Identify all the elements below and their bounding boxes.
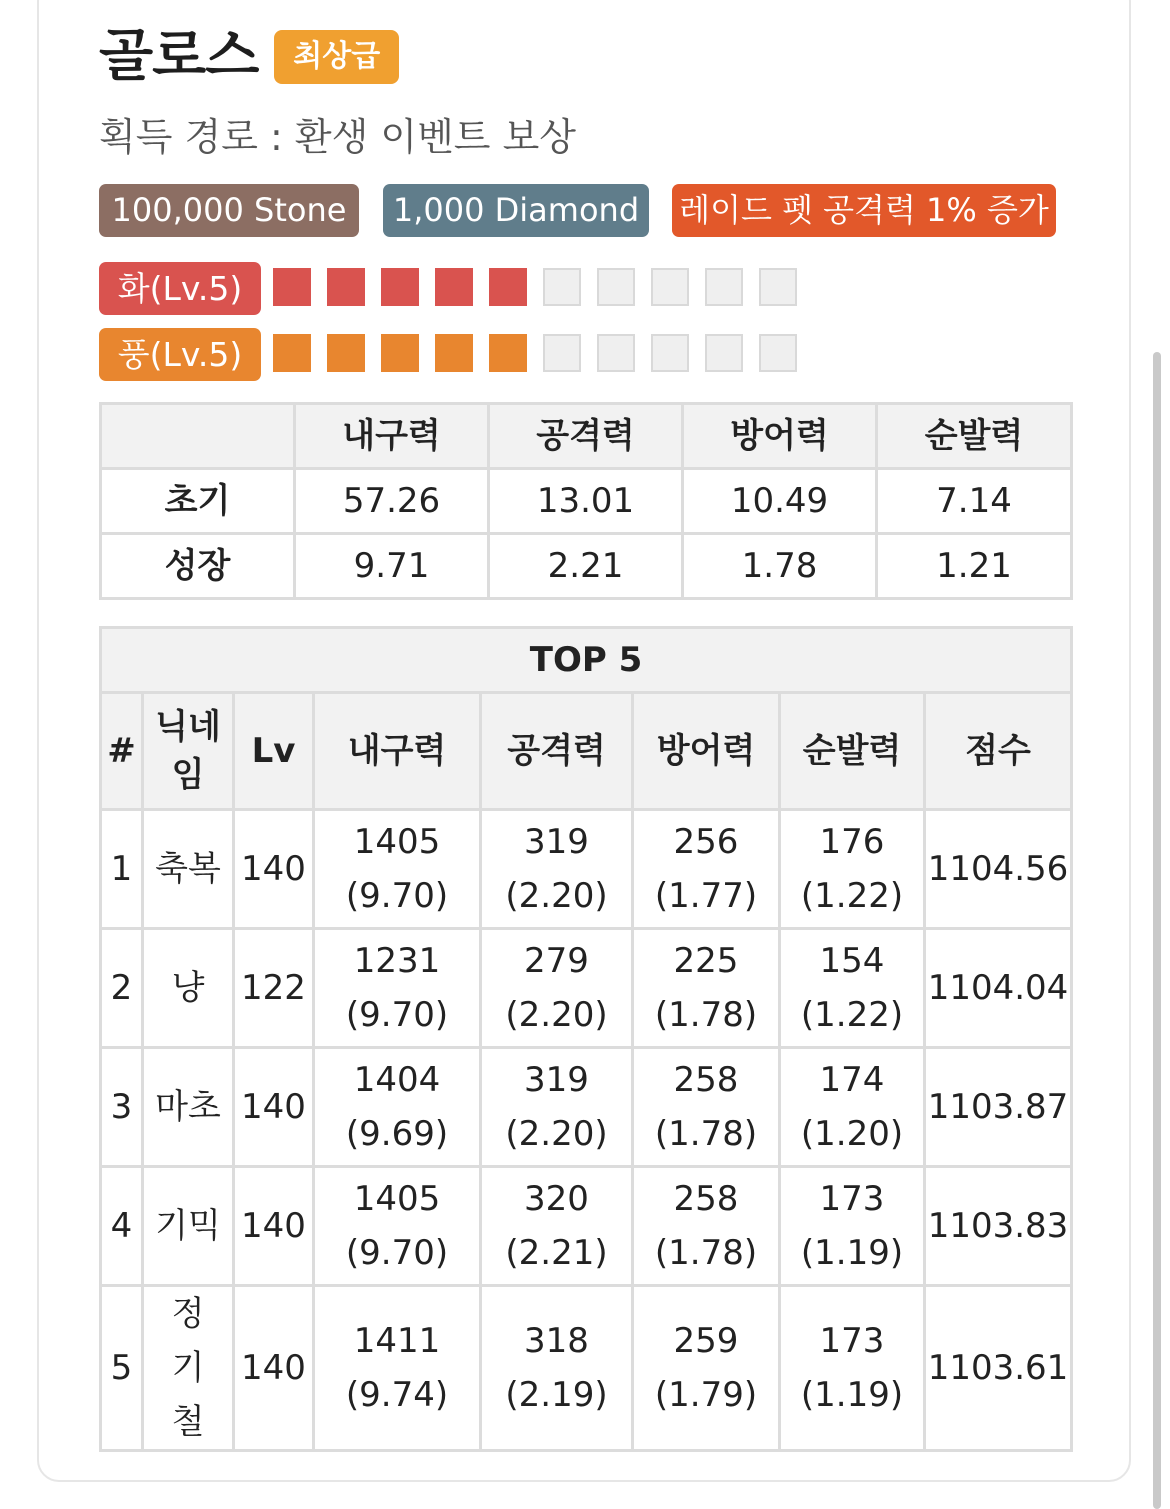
top5-score: 1104.04	[925, 929, 1072, 1048]
top5-durability-value: 1404	[353, 1060, 441, 1100]
top5-nickname: 냥	[143, 929, 234, 1048]
top5-durability	[314, 810, 481, 929]
top5-defense-growth: (1.78)	[654, 1233, 758, 1273]
top5-durability-value: 1411	[353, 1321, 441, 1361]
scrollbar[interactable]	[1153, 352, 1161, 1509]
top5-agility-value: 173	[819, 1179, 885, 1219]
level-square-empty	[705, 334, 743, 372]
stats-row-label: 성장	[101, 534, 295, 599]
top5-header-defense: 방어력	[633, 693, 780, 810]
top5-level: 140	[234, 810, 314, 929]
top5-rank: 4	[101, 1167, 143, 1286]
top5-score: 1103.61	[925, 1286, 1072, 1451]
top5-durability	[314, 1048, 481, 1167]
top5-durability-value: 1405	[353, 1179, 441, 1219]
level-square-empty	[597, 334, 635, 372]
top5-attack	[481, 1286, 633, 1451]
stats-header-agility: 순발력	[877, 404, 1072, 469]
level-square-filled	[435, 334, 473, 372]
top5-attack-growth: (2.19)	[505, 1375, 608, 1415]
stats-header-defense: 방어력	[683, 404, 877, 469]
top5-defense-value: 259	[673, 1321, 739, 1361]
top5-agility-growth: (1.20)	[800, 1114, 904, 1154]
top5-agility-growth: (1.19)	[800, 1375, 904, 1415]
top5-header-rank: #	[101, 693, 143, 810]
top5-level: 122	[234, 929, 314, 1048]
level-square-filled	[435, 268, 473, 306]
top5-header-agility: 순발력	[780, 693, 925, 810]
stats-cell: 1.78	[683, 534, 877, 599]
level-square-empty	[705, 268, 743, 306]
top5-rank: 5	[101, 1286, 143, 1451]
level-square-filled	[489, 334, 527, 372]
top5-attack	[481, 1167, 633, 1286]
top5-defense-value: 225	[673, 941, 739, 981]
acquisition-source: 획득 경로 : 환생 이벤트 보상	[99, 115, 576, 159]
top5-rank: 2	[101, 929, 143, 1048]
top5-level: 140	[234, 1286, 314, 1451]
top5-agility	[780, 810, 925, 929]
top5-durability	[314, 1167, 481, 1286]
level-square-filled	[489, 268, 527, 306]
top5-durability-growth: (9.70)	[345, 1233, 449, 1273]
level-square-empty	[597, 268, 635, 306]
title-row	[99, 22, 399, 92]
top5-score: 1104.56	[925, 810, 1072, 929]
level-square-filled	[381, 268, 419, 306]
stats-row-initial	[101, 469, 1072, 534]
top5-nickname: 축복	[143, 810, 234, 929]
top5-durability-growth: (9.70)	[345, 876, 449, 916]
stats-table	[99, 402, 1073, 600]
top5-level: 140	[234, 1167, 314, 1286]
top5-attack-value: 319	[524, 822, 589, 862]
top5-row	[101, 1167, 1072, 1286]
top5-agility	[780, 1286, 925, 1451]
stats-cell: 10.49	[683, 469, 877, 534]
top5-score: 1103.83	[925, 1167, 1072, 1286]
top5-attack-growth: (2.21)	[505, 1233, 608, 1273]
stats-header-attack: 공격력	[489, 404, 683, 469]
top5-attack	[481, 1048, 633, 1167]
diamond-cost-pill: 1,000 Diamond	[383, 184, 649, 237]
top5-agility-value: 174	[819, 1060, 885, 1100]
top5-agility-value: 176	[819, 822, 885, 862]
top5-attack-value: 319	[524, 1060, 589, 1100]
stats-cell: 1.21	[877, 534, 1072, 599]
level-square-empty	[759, 268, 797, 306]
top5-attack-growth: (2.20)	[505, 876, 608, 916]
level-square-empty	[543, 334, 581, 372]
top5-agility-value: 154	[819, 941, 885, 981]
top5-row	[101, 929, 1072, 1048]
top5-nickname: 마초	[143, 1048, 234, 1167]
top5-header-nickname: 닉네임	[143, 693, 234, 810]
stone-cost-pill: 100,000 Stone	[99, 184, 359, 237]
top5-header-score: 점수	[925, 693, 1072, 810]
top5-agility	[780, 1048, 925, 1167]
top5-durability	[314, 1286, 481, 1451]
stats-cell: 13.01	[489, 469, 683, 534]
stats-header-blank	[101, 404, 295, 469]
top5-defense	[633, 1167, 780, 1286]
top5-defense-growth: (1.78)	[654, 995, 758, 1035]
top5-attack	[481, 929, 633, 1048]
top5-defense	[633, 1286, 780, 1451]
stats-header-row	[101, 404, 1072, 469]
top5-title: TOP 5	[101, 628, 1072, 693]
level-square-empty	[759, 334, 797, 372]
stats-row-growth	[101, 534, 1072, 599]
top5-attack-growth: (2.20)	[505, 995, 608, 1035]
top5-agility	[780, 1167, 925, 1286]
top5-agility-growth: (1.19)	[800, 1233, 904, 1273]
stats-cell: 7.14	[877, 469, 1072, 534]
element-label-fire: 화(Lv.5)	[99, 262, 261, 315]
top5-agility	[780, 929, 925, 1048]
top5-header-attack: 공격력	[481, 693, 633, 810]
top5-table	[99, 626, 1073, 1452]
level-square-filled	[273, 268, 311, 306]
top5-defense	[633, 810, 780, 929]
top5-durability-value: 1231	[353, 941, 441, 981]
top5-score: 1103.87	[925, 1048, 1072, 1167]
level-square-filled	[327, 334, 365, 372]
top5-defense-growth: (1.77)	[654, 876, 758, 916]
raid-bonus-pill: 레이드 펫 공격력 1% 증가	[672, 184, 1056, 237]
top5-header-row	[101, 693, 1072, 810]
top5-defense	[633, 1048, 780, 1167]
top5-agility-growth: (1.22)	[800, 876, 904, 916]
top5-defense	[633, 929, 780, 1048]
top5-level: 140	[234, 1048, 314, 1167]
pet-name: 골로스	[99, 24, 259, 89]
top5-durability	[314, 929, 481, 1048]
top5-durability-growth: (9.74)	[345, 1375, 449, 1415]
top5-agility-value: 173	[819, 1321, 885, 1361]
top5-nickname: 기믹	[143, 1167, 234, 1286]
level-square-empty	[543, 268, 581, 306]
top5-row	[101, 1286, 1072, 1451]
top5-header-durability: 내구력	[314, 693, 481, 810]
level-square-empty	[651, 268, 689, 306]
level-square-filled	[273, 334, 311, 372]
top5-rank: 1	[101, 810, 143, 929]
top5-defense-growth: (1.78)	[654, 1114, 758, 1154]
stats-cell: 57.26	[295, 469, 489, 534]
top5-durability-value: 1405	[353, 822, 441, 862]
top5-defense-value: 258	[673, 1179, 739, 1219]
stats-cell: 2.21	[489, 534, 683, 599]
stats-cell: 9.71	[295, 534, 489, 599]
top5-attack-value: 320	[524, 1179, 589, 1219]
top5-header-level: Lv	[234, 693, 314, 810]
top5-rank: 3	[101, 1048, 143, 1167]
top5-row	[101, 1048, 1072, 1167]
element-label-wind: 풍(Lv.5)	[99, 328, 261, 381]
top5-defense-value: 258	[673, 1060, 739, 1100]
top5-attack-value: 279	[524, 941, 589, 981]
top5-durability-growth: (9.69)	[345, 1114, 449, 1154]
top5-row	[101, 810, 1072, 929]
top5-attack-value: 318	[524, 1321, 589, 1361]
top5-defense-value: 256	[673, 822, 739, 862]
top5-defense-growth: (1.79)	[654, 1375, 758, 1415]
top5-agility-growth: (1.22)	[800, 995, 904, 1035]
top5-attack	[481, 810, 633, 929]
top5-nickname: 정기철	[143, 1286, 234, 1451]
grade-badge: 최상급	[274, 30, 399, 84]
stats-row-label: 초기	[101, 469, 295, 534]
top5-durability-growth: (9.70)	[345, 995, 449, 1035]
top5-attack-growth: (2.20)	[505, 1114, 608, 1154]
stats-header-durability: 내구력	[295, 404, 489, 469]
level-square-filled	[327, 268, 365, 306]
level-square-filled	[381, 334, 419, 372]
level-square-empty	[651, 334, 689, 372]
